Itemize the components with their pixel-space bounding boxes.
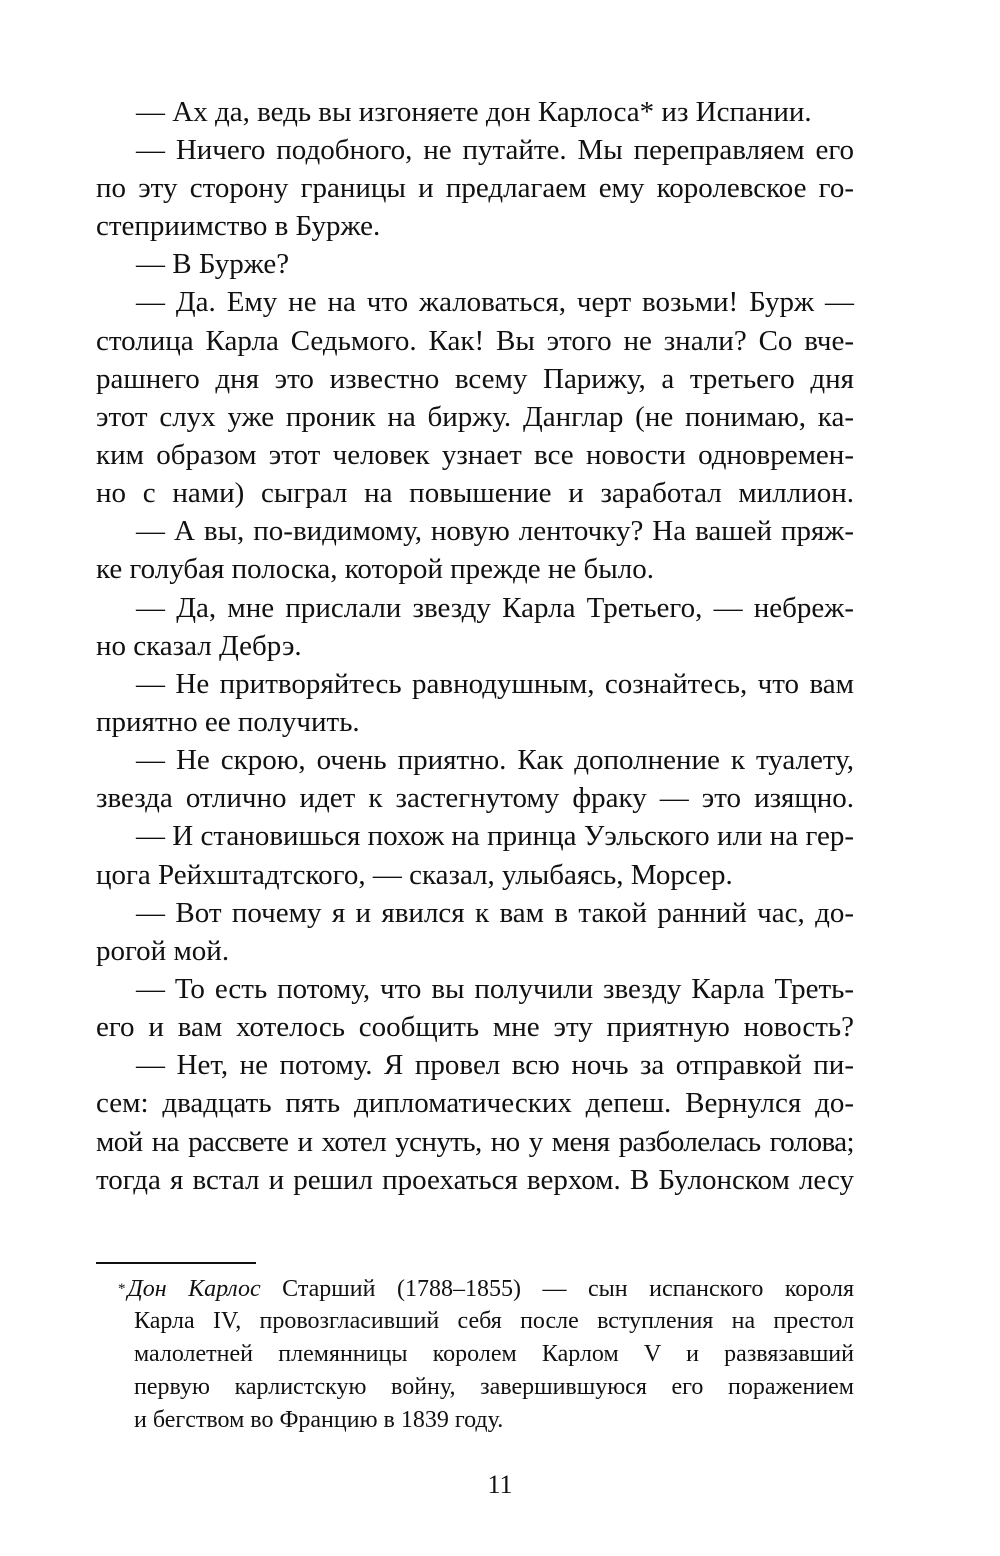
body-line: тогда я встал и решил проехаться верхом. В Булонском лесу	[96, 1164, 854, 1196]
body-line: приятно ее получить.	[96, 706, 360, 738]
footnote-line: и бегством во Францию в 1839 году.	[134, 1407, 504, 1433]
body-line: звезда отлично идет к застегнутому фраку — это изящно.	[96, 782, 854, 814]
footnote-line	[118, 1273, 854, 1305]
body-line: ке голубая полоска, которой прежде не было.	[96, 553, 655, 585]
footnote-term: Дон Карлос	[127, 1276, 261, 1302]
body-line: — И становишься похож на принца Уэльского или на гер-	[136, 820, 854, 852]
footnote-line: малолетней племянницы королем Карлом V и развязавший	[134, 1341, 854, 1367]
body-line: — Нет, не потому. Я провел всю ночь за отправкой пи-	[136, 1049, 854, 1081]
body-line: — Не скрою, очень приятно. Как дополнение к туалету,	[136, 744, 854, 776]
body-line: рашнего дня это известно всему Парижу, а третьего дня	[96, 363, 854, 395]
body-line: столица Карла Седьмого. Как! Вы этого не знали? Со вче-	[96, 325, 854, 357]
body-line: этот слух уже проник на биржу. Данглар (не понимаю, ка-	[96, 401, 854, 433]
body-line: — Да, мне прислали звезду Карла Третьего, — небреж-	[136, 592, 854, 624]
body-line: мой на рассвете и хотел уснуть, но у меня разболелась голова;	[96, 1126, 854, 1158]
body-line: — Не притворяйтесь равнодушным, сознайтесь, что вам	[136, 668, 854, 700]
footnote-line: первую карлистскую войну, завершившуюся его поражением	[134, 1374, 854, 1400]
body-line: — Вот почему я и явился к вам в такой ранний час, до-	[136, 897, 854, 929]
body-line: — В Бурже?	[136, 248, 290, 280]
footnote-marker: *	[118, 1281, 126, 1297]
body-line: но с нами) сыграл на повышение и заработал миллион.	[96, 477, 854, 509]
body-line: цога Рейхштадтского, — сказал, улыбаясь, Морсер.	[96, 859, 733, 891]
body-line: степриимство в Бурже.	[96, 210, 381, 242]
body-line: по эту сторону границы и предлагаем ему королевское го-	[96, 172, 854, 204]
footnote-separator	[96, 1262, 256, 1264]
body-line: — Ах да, ведь вы изгоняете дон Карлоса* из Испании.	[136, 96, 812, 128]
page-number: 11	[487, 1470, 513, 1499]
footnote-line: Карла IV, провозгласивший себя после вступления на престол	[134, 1308, 854, 1334]
body-line: его и вам хотелось сообщить мне эту приятную новость?	[96, 1011, 854, 1043]
body-line: — То есть потому, что вы получили звезду Карла Треть-	[136, 973, 854, 1005]
body-line: — Ничего подобного, не путайте. Мы переправляем его	[136, 134, 854, 166]
body-line: но сказал Дебрэ.	[96, 630, 302, 662]
body-line: — А вы, по-видимому, новую ленточку? На вашей пряж-	[136, 515, 854, 547]
body-line: рогой мой.	[96, 935, 230, 967]
body-line: ким образом этот человек узнает все новости одновремен-	[96, 439, 854, 471]
body-line: — Да. Ему не на что жаловаться, черт возьми! Бурж —	[136, 286, 854, 318]
body-line: сем: двадцать пять дипломатических депеш. Вернулся до-	[96, 1087, 854, 1119]
footnote-first-text: Старший (1788–1855) — сын испанского короля	[282, 1276, 855, 1302]
